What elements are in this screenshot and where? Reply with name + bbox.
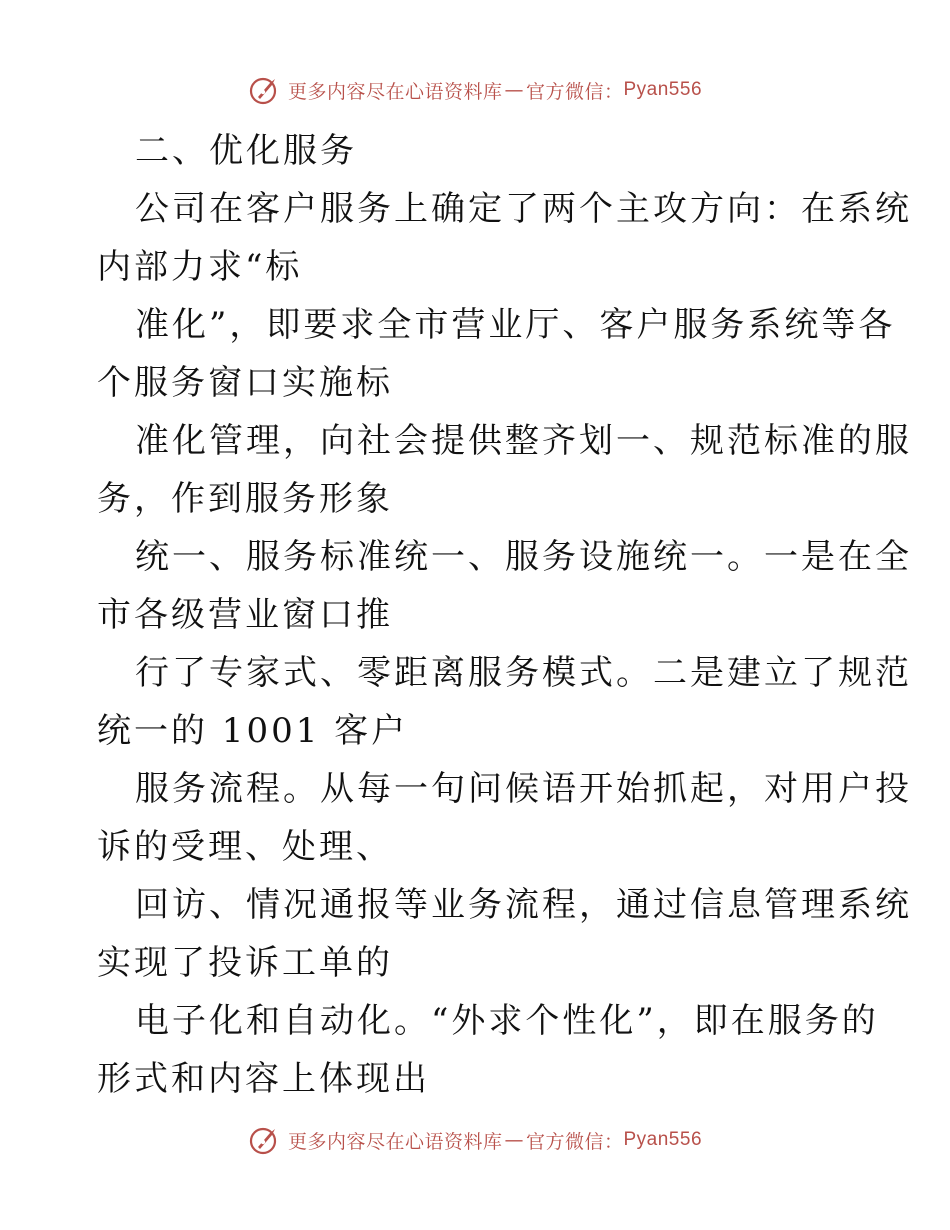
footer-banner-text: 更多内容尽在心语资料库 xyxy=(287,1130,503,1153)
body-line: 准化”，即要求全市营业厅、客户服务系统等各 xyxy=(135,305,896,345)
body-line: 个服务窗口实施标 xyxy=(97,363,393,403)
body-line: 回访、情况通报等业务流程，通过信息管理系统 xyxy=(135,885,912,925)
footer-banner-wechat-id: Pyan556 xyxy=(623,1129,703,1150)
header-banner xyxy=(0,70,950,110)
body-line: 诉的受理、处理、 xyxy=(97,827,393,867)
body-line: 统一、服务标准统一、服务设施统一。一是在全 xyxy=(135,537,912,577)
header-banner-wechat-id: Pyan556 xyxy=(623,79,703,100)
document-body xyxy=(97,122,912,1108)
body-line: 市各级营业窗口推 xyxy=(97,595,393,635)
body-line: 内部力求“标 xyxy=(97,247,303,287)
header-banner-separator: — xyxy=(504,79,524,101)
body-line: 实现了投诉工单的 xyxy=(97,943,393,983)
body-line: 服务流程。从每一句问候语开始抓起，对用户投 xyxy=(135,769,912,809)
header-banner-text: 更多内容尽在心语资料库 xyxy=(287,80,503,103)
body-line: 形式和内容上体现出 xyxy=(97,1059,430,1099)
header-banner-suffix: 官方微信： xyxy=(525,80,624,103)
pen-nib-logo-icon xyxy=(248,73,282,107)
body-line: 统一的 1001 客户 xyxy=(97,711,409,751)
body-line: 电子化和自动化。“外求个性化”，即在服务的 xyxy=(135,1001,879,1041)
body-line: 行了专家式、零距离服务模式。二是建立了规范 xyxy=(135,653,912,693)
pen-nib-logo-icon xyxy=(248,1123,282,1157)
body-line: 公司在客户服务上确定了两个主攻方向：在系统 xyxy=(135,189,912,229)
footer-banner-separator: — xyxy=(504,1129,524,1151)
section-heading: 二、优化服务 xyxy=(135,131,357,171)
footer-banner-suffix: 官方微信： xyxy=(525,1130,624,1153)
body-line: 准化管理，向社会提供整齐划一、规范标准的服 xyxy=(135,421,912,461)
body-line: 务，作到服务形象 xyxy=(97,479,393,519)
footer-banner xyxy=(0,1120,950,1160)
